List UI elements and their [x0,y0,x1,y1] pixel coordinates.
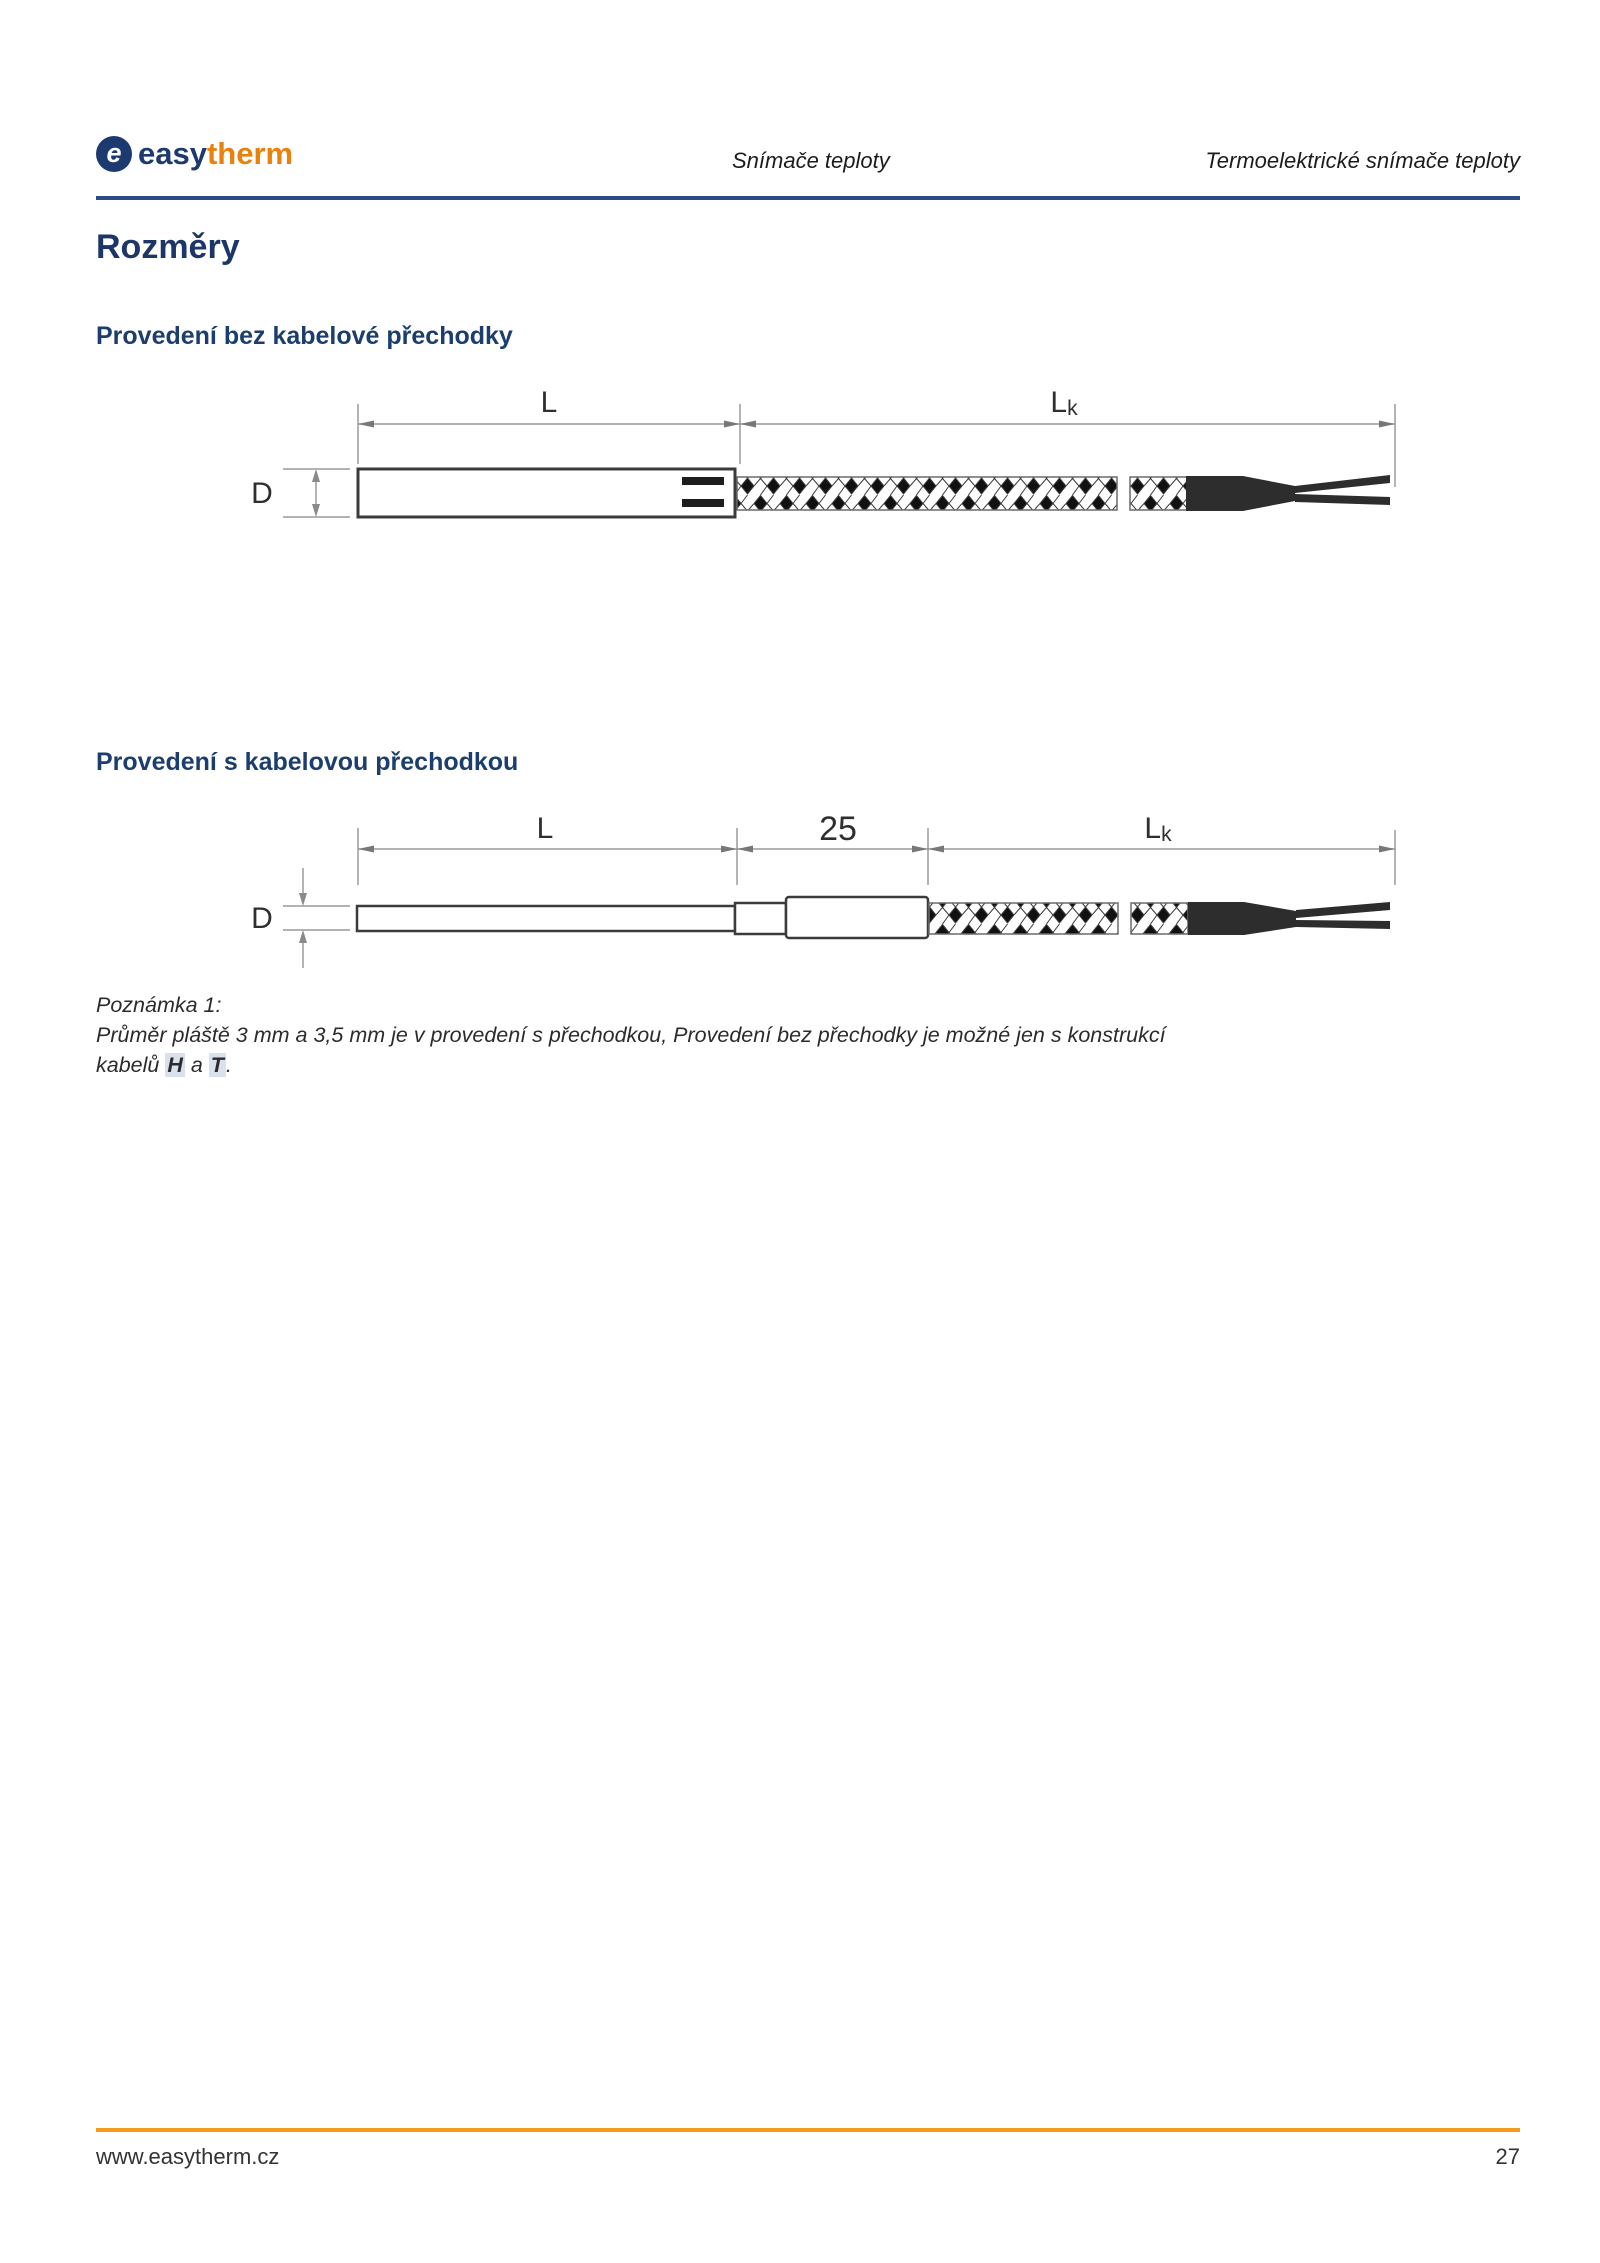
cable-end-wires [1188,902,1390,935]
section1-heading: Provedení bez kabelové přechodky [96,322,513,350]
header-center-title: Snímače teploty [732,148,890,173]
easytherm-logo [96,136,293,172]
diagram-with-gland [230,800,1410,975]
probe-sheath-thin [357,906,735,931]
dim-label-L: L [540,386,558,419]
dim-label-D: D [251,902,273,935]
section2-heading: Provedení s kabelovou přechodkou [96,748,519,776]
logo-letter: e [106,137,122,168]
sheath-terminal-bottom [682,499,724,507]
gland-sleeve [786,897,928,938]
dim-label-L: L [536,812,554,845]
braided-cable-short [1130,477,1187,510]
note-body-line1: Průměr pláště 3 mm a 3,5 mm je v provedení s přechodkou, Provedení bez přechodky je možné jen s konstrukcí [96,1023,1166,1047]
page-title: Rozměry [96,228,240,266]
note-body-line2 [96,1050,1166,1080]
brand-primary: easy [138,136,207,171]
sheath-terminal-top [682,477,724,485]
probe-sheath [358,469,735,517]
note-title: Poznámka 1: [96,993,222,1017]
dim-label-Lk: Lk [1144,812,1172,846]
construction-code-t: T [210,1053,224,1077]
easytherm-logo-icon [96,136,132,172]
gland-collar [735,903,786,934]
note-block [96,990,1166,1080]
construction-code-h: H [167,1053,183,1077]
diameter-dimension [283,868,350,968]
brand-text [138,136,293,172]
footer-rule [96,2128,1520,2132]
header-right-title: Termoelektrické snímače teploty [1205,148,1520,173]
braided-cable-short [1131,903,1188,934]
note-line2-mid: a [184,1053,209,1077]
extension-lines [358,828,1395,885]
dim-label-25: 25 [819,810,857,848]
diameter-arrows [299,893,307,943]
diagram-without-gland [230,378,1410,540]
footer-website: www.easytherm.cz [96,2144,280,2169]
dim-label-Lk: Lk [1050,386,1078,420]
brand-secondary: therm [206,136,294,171]
braided-cable [737,477,1117,510]
footer-page-number: 27 [1495,2144,1520,2169]
header-rule [96,196,1520,200]
note-line2-prefix: kabelů [96,1053,166,1077]
note-line2-suffix: . [225,1053,232,1077]
braided-cable [929,903,1118,934]
dim-label-D: D [251,477,273,510]
cable-end-wires [1186,475,1390,511]
